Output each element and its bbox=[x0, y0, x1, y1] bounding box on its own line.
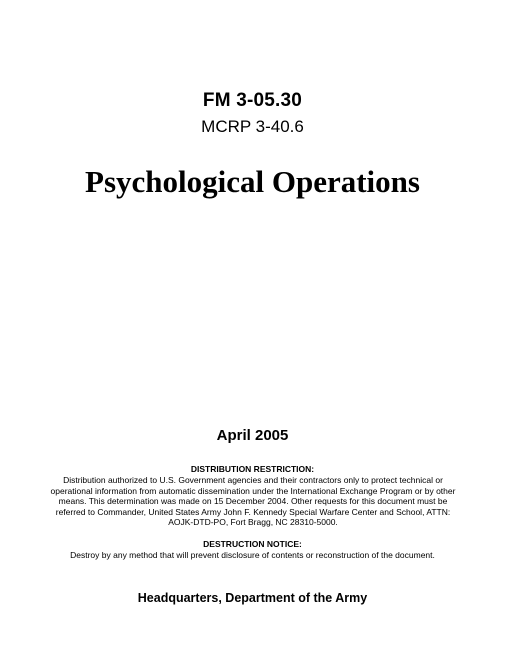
field-manual-number: FM 3-05.30 bbox=[202, 90, 303, 111]
distribution-restriction-text: Distribution authorized to U.S. Government agencies and their contractors only to protect technical or operational information from automatic dissemination under the International Exchange Program or by other means. This determination was made on 15 December 2004. Other requests for this document must be referred to Commander, United States Army John F. Kennedy Special Warfare Center and School, ATTN: AOJK-DTD-PO, Fort Bragg, NC 28310-5000. bbox=[50, 475, 456, 528]
destruction-notice-text: Destroy by any method that will prevent disclosure of contents or reconstruction of the document. bbox=[70, 550, 435, 560]
document-title: Psychological Operations bbox=[85, 164, 420, 199]
destruction-notice-heading: DESTRUCTION NOTICE: bbox=[203, 539, 302, 549]
distribution-restriction-heading: DISTRIBUTION RESTRICTION: bbox=[190, 464, 315, 474]
mcrp-number: MCRP 3-40.6 bbox=[201, 117, 304, 136]
publication-date: April 2005 bbox=[216, 427, 289, 444]
headquarters-line: Headquarters, Department of the Army bbox=[137, 591, 368, 605]
